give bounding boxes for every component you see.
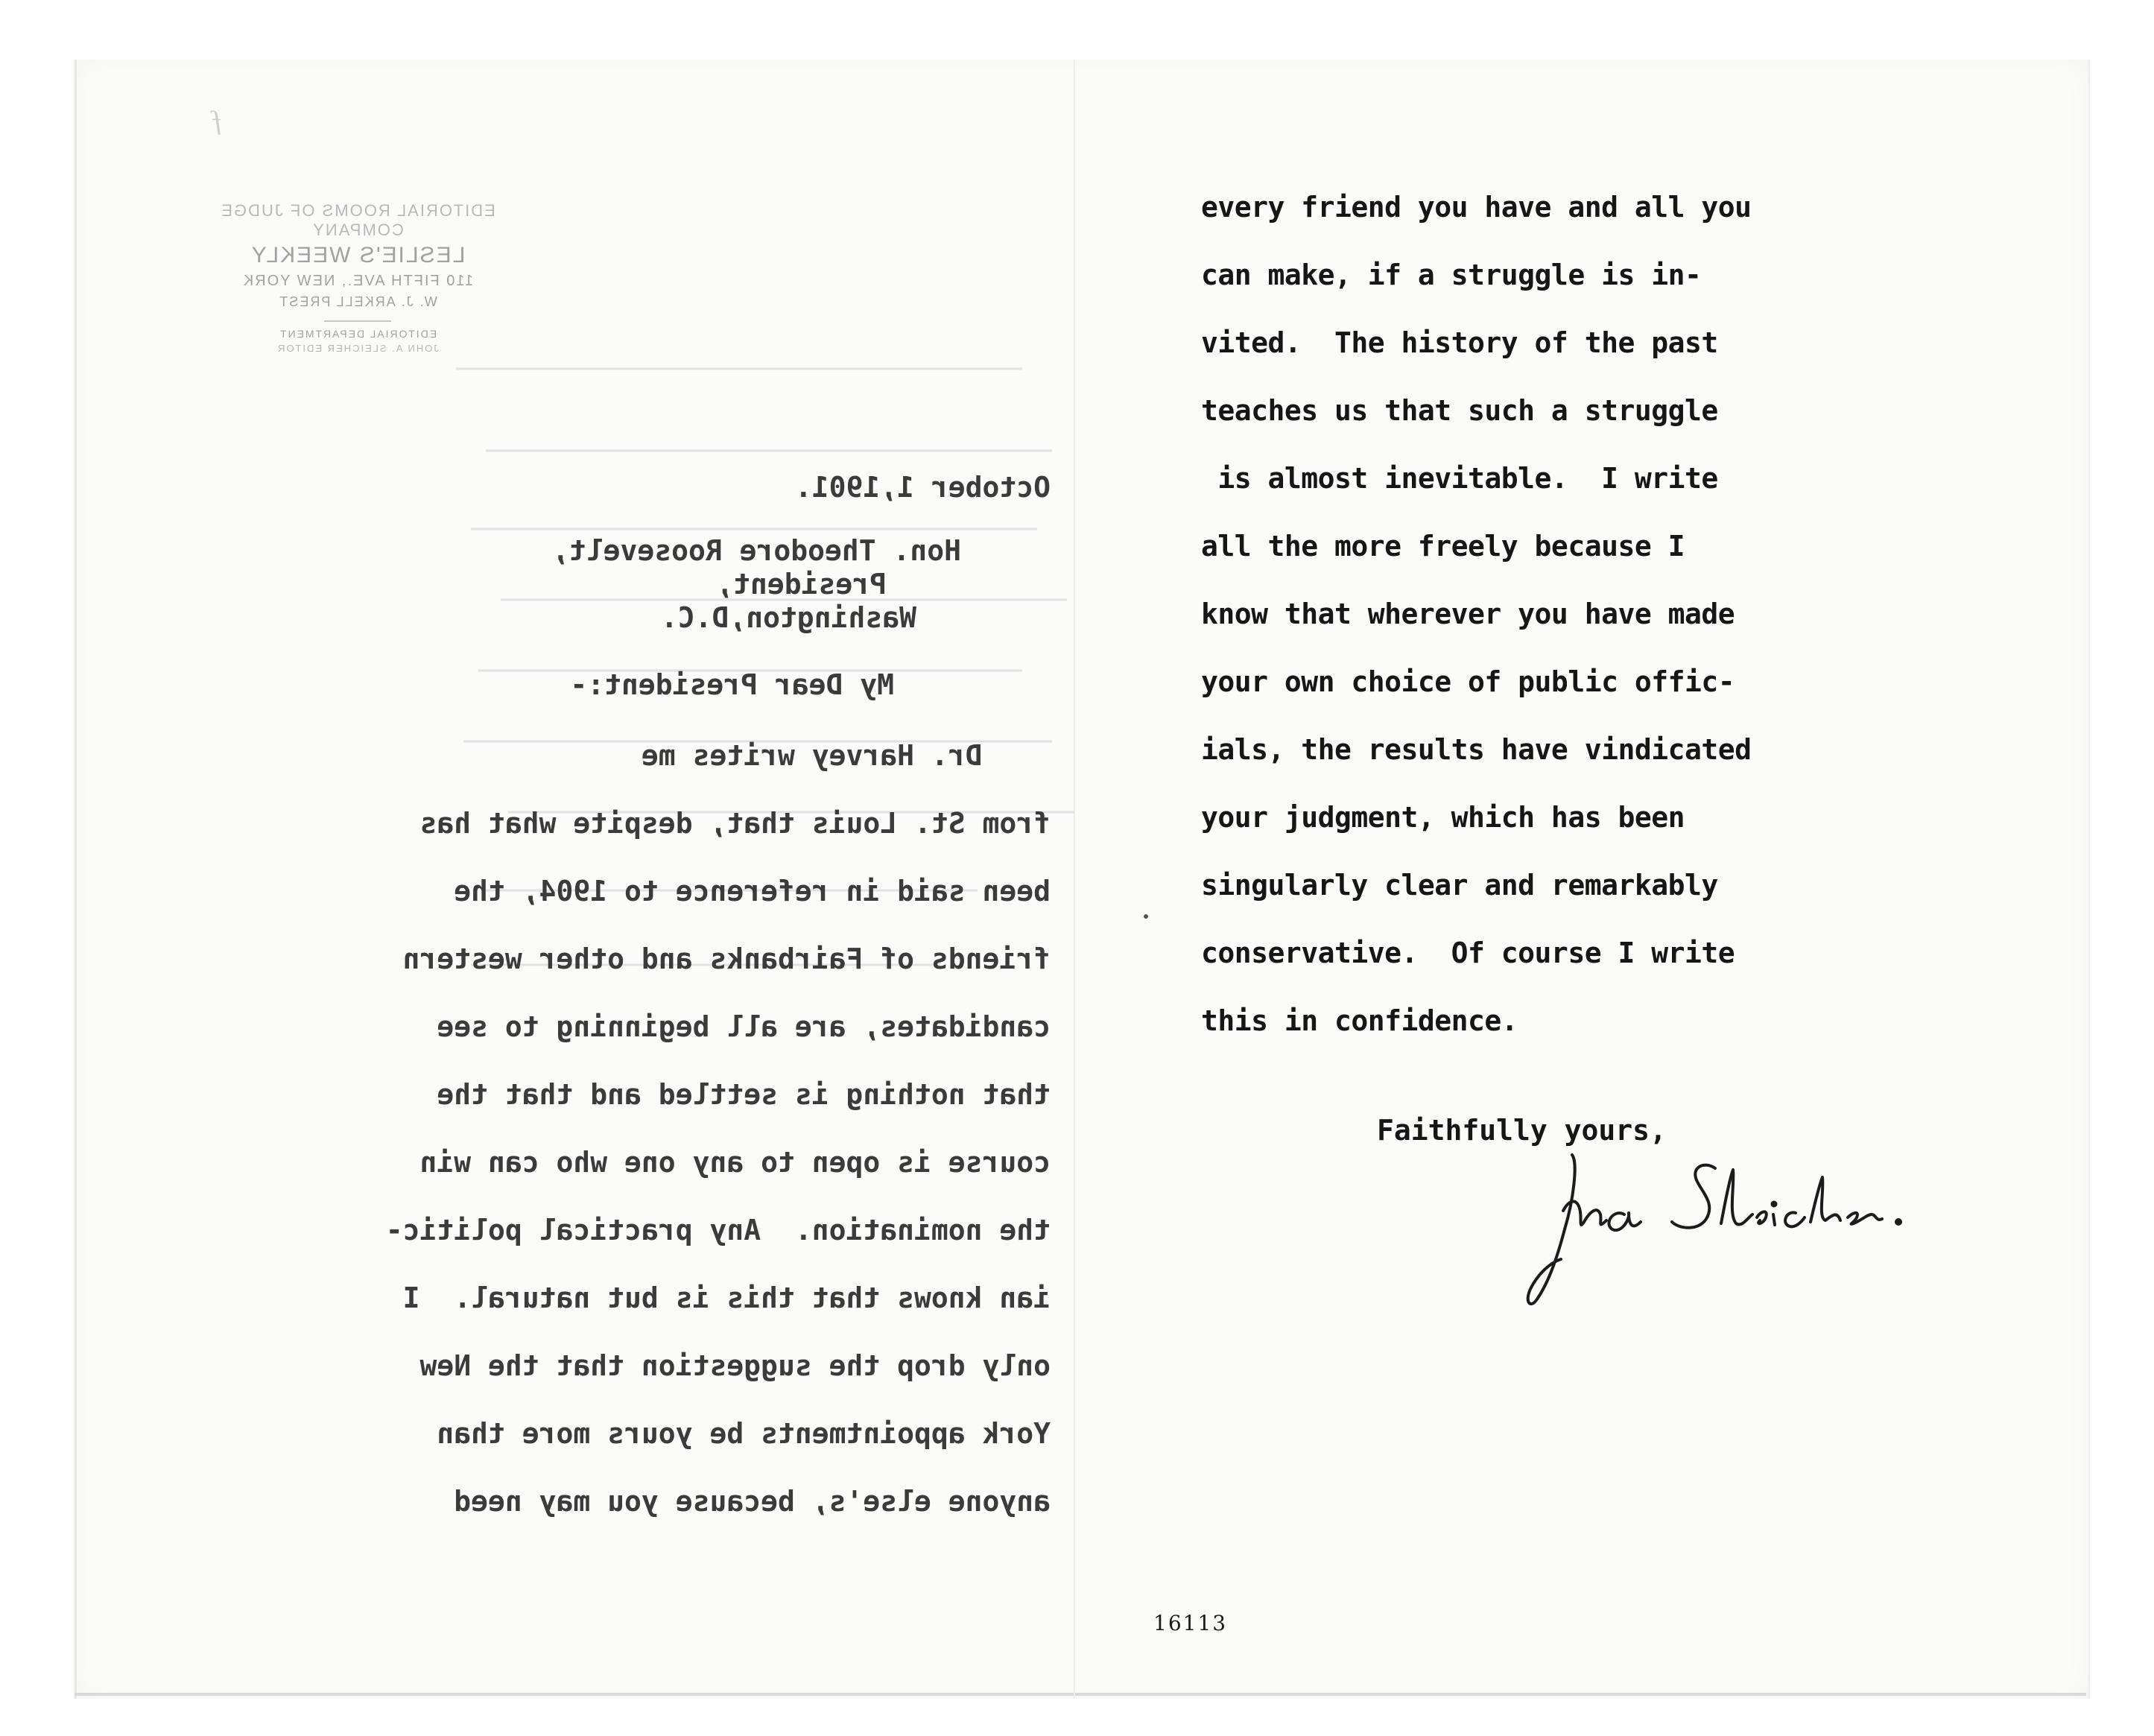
body-line: teaches us that such a struggle	[1201, 394, 1718, 427]
body-line: know that wherever you have made	[1201, 598, 1735, 630]
body-line: singularly clear and remarkably	[1201, 869, 1718, 902]
page-number: 16113	[1153, 1611, 1228, 1635]
closing-line: Faithfully yours,	[1377, 1114, 1667, 1147]
corner-stamp-mark: ƒ	[209, 104, 224, 137]
body-line: all the more freely because I	[1201, 530, 1685, 563]
address-line: Washington,D.C.	[660, 601, 916, 634]
mirrored-body-line: been said in reference to 1904, the	[454, 875, 1051, 907]
body-line: vited. The history of the past	[1201, 326, 1718, 359]
letterhead-president: W. J. ARKELL PREST	[278, 294, 437, 309]
letterhead-rule	[324, 320, 391, 322]
mirrored-body-line: friends of Fairbanks and other western	[402, 943, 1051, 975]
mirrored-body-line: that nothing is settled and that the	[437, 1078, 1051, 1111]
body-line: this in confidence.	[1201, 1004, 1518, 1037]
letterhead-department: EDITORIAL DEPARTMENT	[278, 328, 437, 340]
body-line: is almost inevitable. I write	[1201, 462, 1718, 495]
sheet-edge	[75, 1693, 2086, 1696]
mirrored-body-line: candidates, are all beginning to see	[437, 1010, 1051, 1043]
mirrored-body-line: the nomination. Any practical politic-	[385, 1214, 1051, 1246]
letterhead	[201, 201, 514, 354]
letterhead-editor: JOHN A. SLEICHER EDITOR	[276, 343, 439, 354]
mirrored-body-line: York appointments be yours more than	[437, 1417, 1051, 1450]
mirrored-letter-page	[97, 134, 1051, 1587]
salutation: My Dear President:-	[570, 668, 894, 701]
body-line: conservative. Of course I write	[1201, 937, 1735, 969]
mirrored-body-line: from St. Louis that, despite what has	[419, 807, 1051, 840]
mirrored-body-line: only drop the suggestion that the New	[419, 1349, 1051, 1382]
letterhead-line: EDITORIAL ROOMS OF JUDGE COMPANY	[220, 201, 495, 239]
ink-dot	[1144, 914, 1148, 919]
mirrored-body-line: Dr. Harvey writes me	[641, 739, 1051, 772]
handwritten-signature	[1520, 1140, 1937, 1311]
mirrored-body-line: anyone else's, because you may need	[454, 1485, 1051, 1518]
letterhead-address: 110 FIFTH AVE., NEW YORK	[241, 273, 474, 289]
address-line: Hon. Theodore Roosevelt,	[551, 534, 961, 567]
letterhead-title: LESLIE'S WEEKLY	[250, 243, 466, 267]
body-line: your judgment, which has been	[1201, 801, 1685, 834]
body-line: can make, if a struggle is in-	[1201, 259, 1702, 291]
letter-body	[1201, 192, 1751, 1074]
body-line: ials, the results have vindicated	[1201, 733, 1752, 766]
letter-date: October 1,1901.	[794, 471, 1051, 504]
address-line: President,	[716, 568, 887, 601]
mirrored-body-line: course is open to any one who can win	[419, 1146, 1051, 1179]
body-line: every friend you have and all you	[1201, 191, 1752, 224]
body-line: your own choice of public offic-	[1201, 665, 1735, 698]
mirrored-body-line: ian knows that this is but natural. I	[402, 1282, 1051, 1314]
